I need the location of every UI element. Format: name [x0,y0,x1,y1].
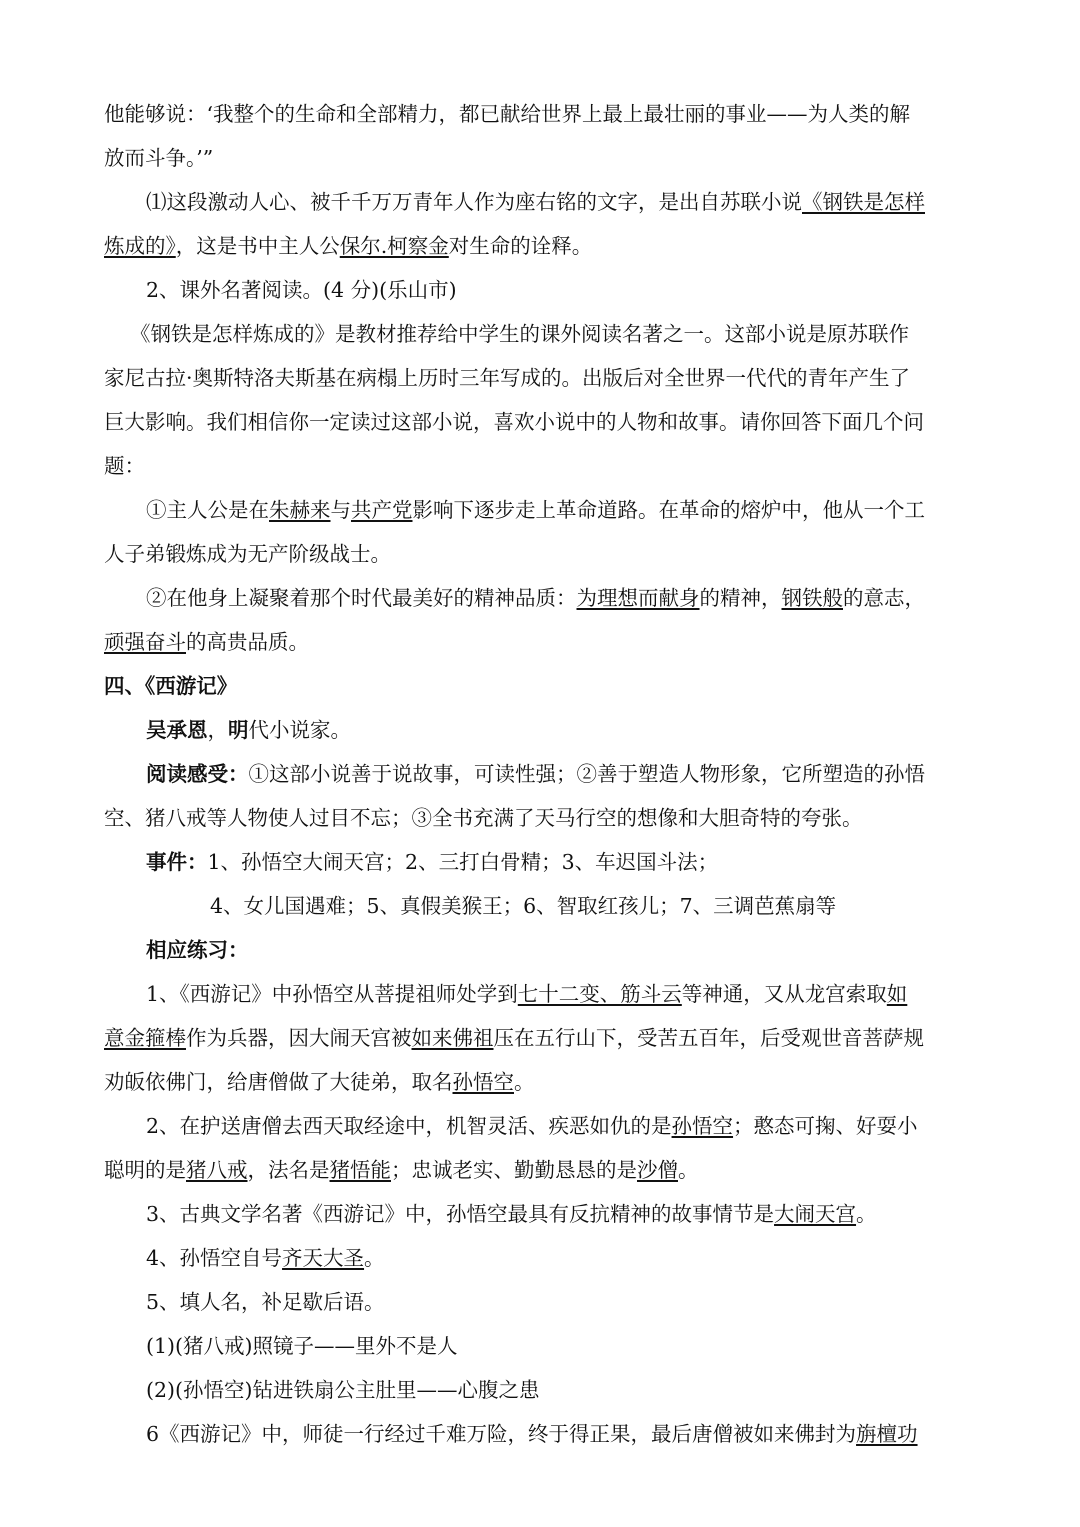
text: 聪明的是 [104,1158,186,1182]
text: 等神通，又从龙宫索取 [681,982,887,1006]
answer: 意金箍棒 [104,1026,186,1050]
text: ，法名是 [247,1158,330,1182]
ex6-line [146,1422,1026,1446]
q2-para-line-1: 《钢铁是怎样炼成的》是教材推荐给中学生的课外阅读名著之一。这部小说是原苏联作 [130,322,909,346]
text: 作为兵器，因大闹天宫被 [186,1026,412,1050]
q2-title: 2、课外名著阅读。(4 分)(乐山市) [146,278,457,302]
text: ；忠诚老实、勤勤恳恳的是 [391,1158,637,1182]
ex4-line [146,1246,1026,1270]
answer: 猪悟能 [329,1158,391,1182]
text: 代小说家。 [248,718,351,742]
answer: 顽强奋斗 [104,630,186,654]
quote-line-2 [104,146,984,170]
q2-para-line-2: 家尼古拉·奥斯特洛夫斯基在病榻上历时三年写成的。出版后对全世界一代代的青年产生了 [104,366,911,390]
quote-line-1 [104,102,984,126]
answer: 朱赫来 [269,498,331,522]
answer: 七十二变、筋斗云 [517,982,682,1006]
label: 阅读感受： [146,762,249,786]
text: 1、《西游记》中孙悟空从菩提祖师处学到 [146,982,518,1006]
quote-text: 放而斗争。’” [104,146,214,170]
text: 压在五行山下，受苦五百年，后受观世音菩萨规 [493,1026,924,1050]
text: ， [207,718,228,742]
answer: 猪八戒 [186,1158,248,1182]
text: 的意志， [843,586,925,610]
text: ①这部小说善于说故事，可读性强；②善于塑造人物形象，它所塑造的孙悟 [248,762,925,786]
answer: 为理想而献身 [576,586,700,610]
ex2-line-1 [146,1114,1026,1138]
answer: 沙僧 [637,1158,678,1182]
text: 的精神， [699,586,782,610]
ex1-line-3 [104,1070,984,1094]
text: 2、在护送唐僧去西天取经途中，机智灵活、疾恶如仇的是 [146,1114,672,1138]
q2-para-line-4: 题： [104,454,145,478]
text: 。 [364,1246,385,1270]
q1-line-1 [146,190,1026,214]
answer: 如 [886,982,908,1006]
text: ⑴这段激动人心、被千千万万青年人作为座右铭的文字，是出自苏联小说 [146,190,802,214]
dynasty: 明 [228,718,249,742]
text: 的高贵品质。 [186,630,309,654]
answer: 旃檀功 [856,1422,918,1446]
text: 劝皈依佛门，给唐僧做了大徒弟，取名 [104,1070,453,1094]
ex1-line-2 [104,1026,984,1050]
text: 。 [678,1158,699,1182]
ex5-title: 5、填人名，补足歇后语。 [146,1290,385,1314]
ex2-line-2 [104,1158,984,1182]
answer: 共产党 [351,498,413,522]
q2-para-line-3: 巨大影响。我们相信你一定读过这部小说，喜欢小说中的人物和故事。请你回答下面几个问 [104,410,924,434]
reading-feel-line-2: 空、猪八戒等人物使人过目不忘；③全书充满了天马行空的想像和大胆奇特的夸张。 [104,806,863,830]
label: 事件： [146,850,208,874]
answer: 孙悟空 [452,1070,514,1094]
text: 4、孙悟空自号 [146,1246,283,1270]
text: ；憨态可掬、好耍小 [733,1114,918,1138]
q2-item-2-line-1 [146,586,1026,610]
answer-protagonist: 保尔.柯察金 [339,234,449,258]
ex5-line-2: (2)(孙悟空)钻进铁扇公主肚里——心腹之患 [146,1378,540,1402]
answer: 大闹天宫 [774,1202,857,1226]
section-heading: 四、《西游记》 [104,674,238,698]
author-line [146,718,1026,742]
reading-feel-line-1 [146,762,1026,786]
text: ①主人公是在 [146,498,269,522]
practice-label: 相应练习： [146,938,249,962]
text: 。 [856,1202,877,1226]
events-line-1 [146,850,1026,874]
q2-item-1-line-2: 人子弟锻炼成为无产阶级战士。 [104,542,391,566]
events-line-2: 4、女儿国遇难；5、真假美猴王；6、智取红孩儿；7、三调芭蕉扇等 [210,894,837,918]
ex3-line [146,1202,1026,1226]
text: 。 [514,1070,535,1094]
answer-book-title: 炼成的》 [104,234,176,258]
answer-book-title: 《钢铁是怎样 [802,190,925,214]
q2-item-2-line-2 [104,630,984,654]
text: 3、古典文学名著《西游记》中，孙悟空最具有反抗精神的故事情节是 [146,1202,775,1226]
answer: 孙悟空 [671,1114,734,1138]
q1-line-2 [104,234,984,258]
ex5-line-1: (1)(猪八戒)照镜子——里外不是人 [146,1334,458,1358]
ex1-line-1 [146,982,1026,1006]
text: 6《西游记》中，师徒一行经过千难万险，终于得正果，最后唐僧被如来佛封为 [146,1422,857,1446]
text: 1、孙悟空大闹天宫；2、三打白骨精；3、车迟国斗法； [207,850,719,874]
author-name: 吴承恩 [146,718,208,742]
quote-text: 他能够说：‘我整个的生命和全部精力，都已献给世界上最上最壮丽的事业——为人类的解 [104,102,911,126]
text: 对生命的诠释。 [448,234,593,258]
text: 影响下逐步走上革命道路。在革命的熔炉中，他从一个工 [412,498,925,522]
answer: 如来佛祖 [411,1026,494,1050]
text: ②在他身上凝聚着那个时代最美好的精神品质： [146,586,577,610]
text: ，这是书中主人公 [175,234,340,258]
q2-item-1-line-1 [146,498,1026,522]
text: 与 [330,498,351,522]
answer: 齐天大圣 [282,1246,365,1270]
answer: 钢铁般 [781,586,843,610]
